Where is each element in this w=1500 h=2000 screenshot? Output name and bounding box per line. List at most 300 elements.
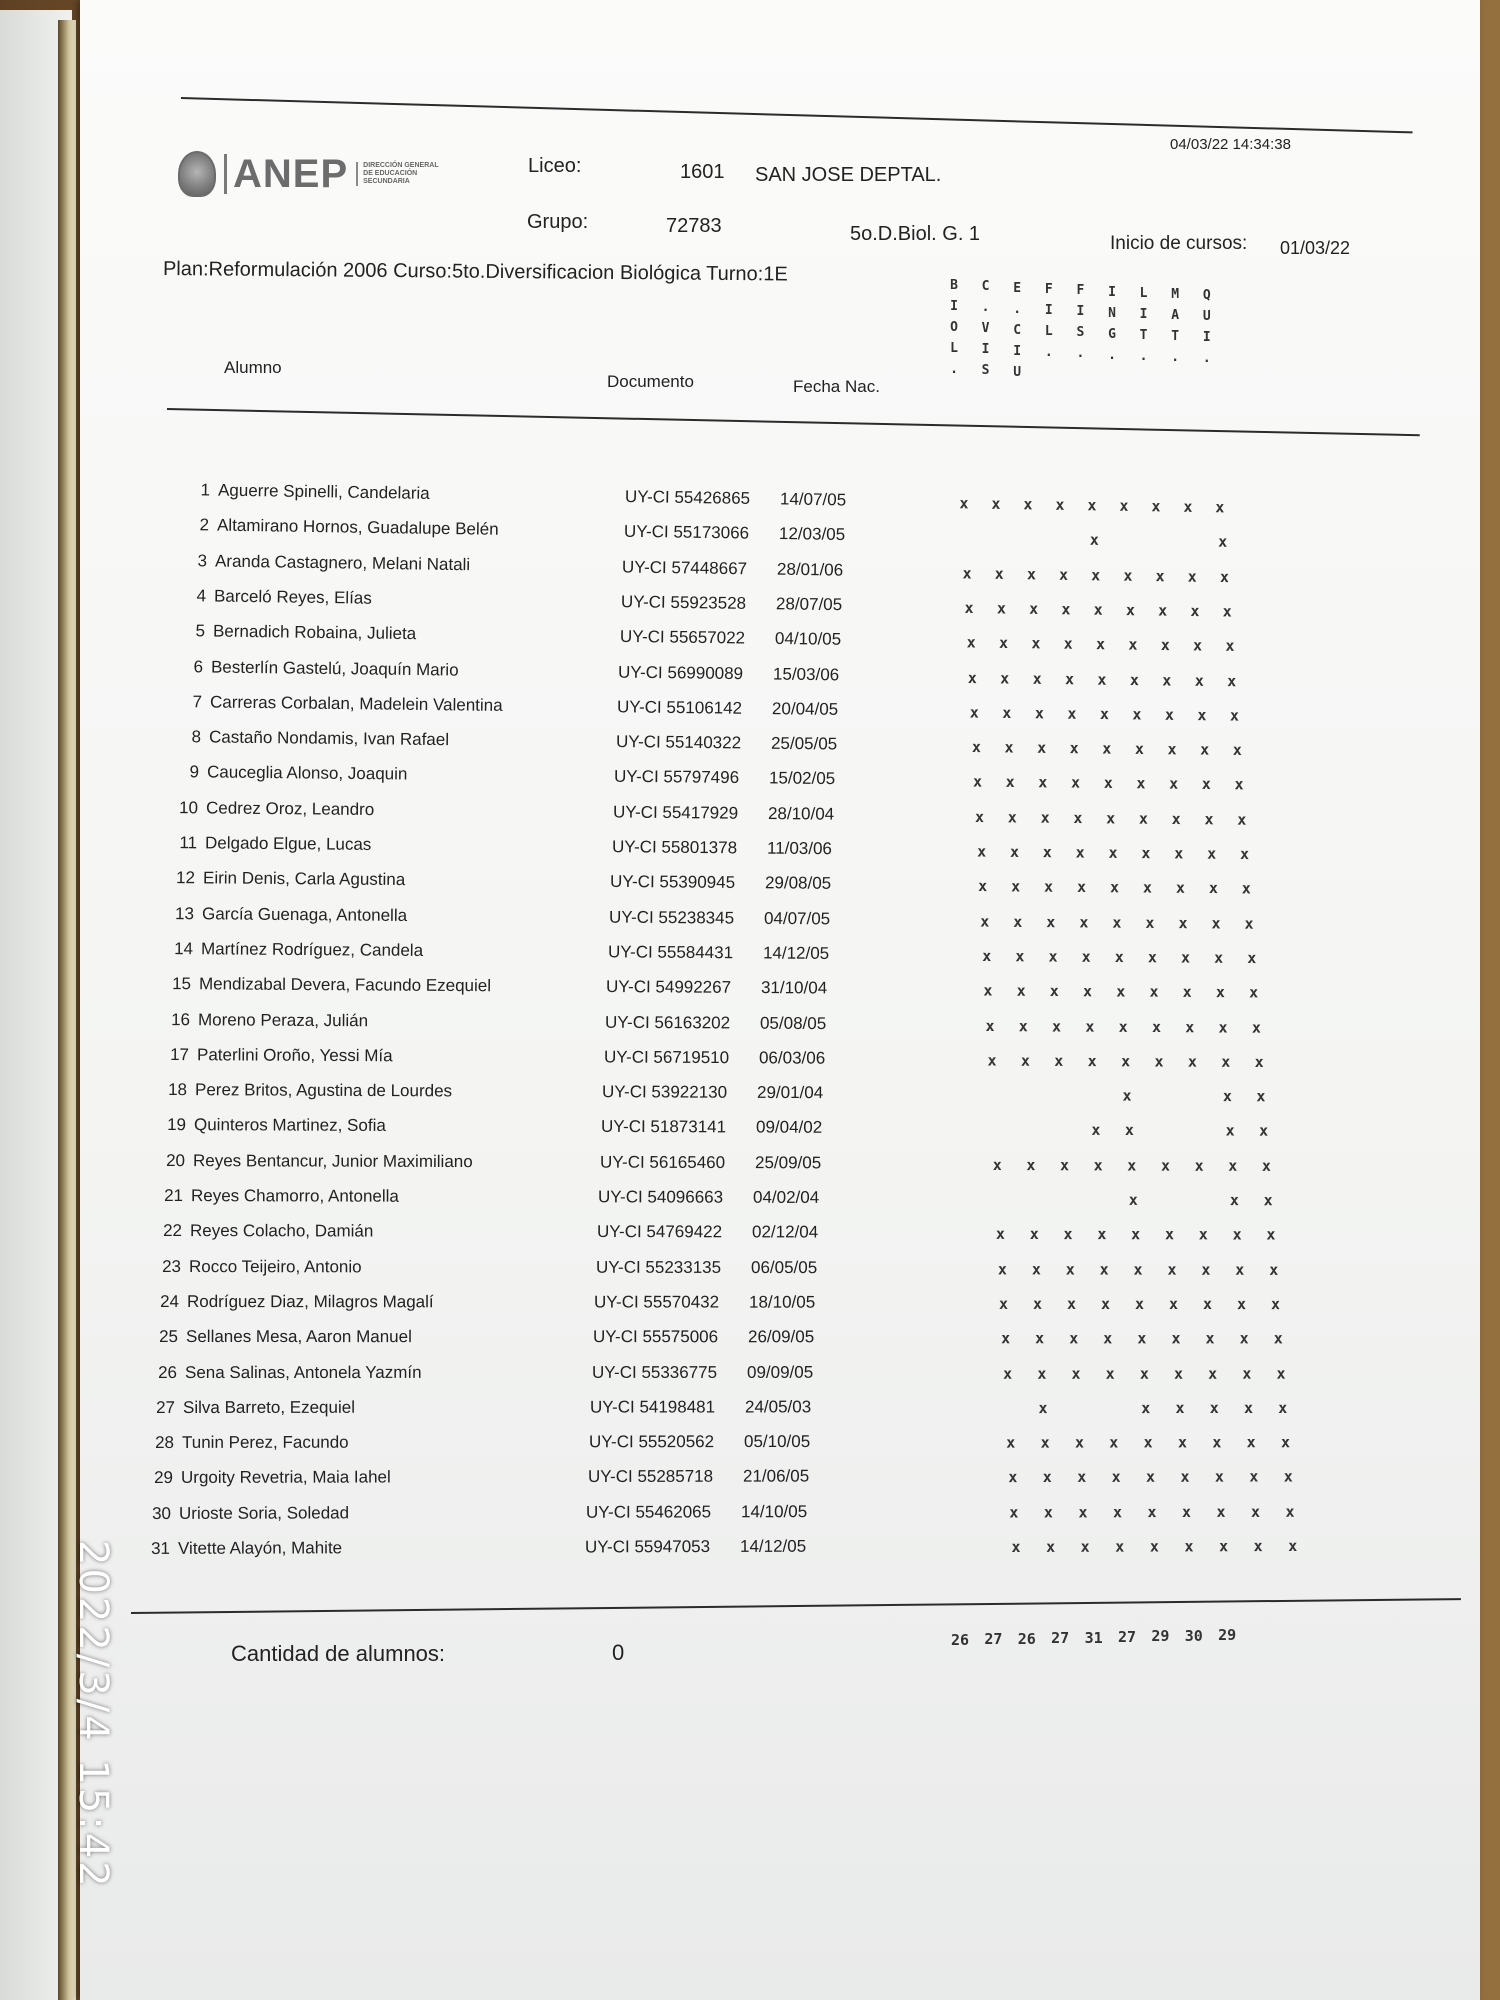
enrollment-mark: x (1220, 567, 1230, 586)
enrollment-mark: x (1219, 1537, 1229, 1556)
table-row (164, 904, 1334, 939)
enrollment-mark: x (1220, 1052, 1230, 1071)
row-number: 19 (167, 1115, 187, 1135)
student-birthdate: 14/10/05 (741, 1501, 808, 1521)
row-number: 3 (197, 550, 208, 571)
student-birthdate: 04/02/04 (753, 1187, 820, 1207)
row-number: 25 (159, 1327, 179, 1347)
col-documento: Documento (607, 372, 694, 391)
enrollment-mark: x (1099, 1260, 1109, 1279)
student-birthdate: 25/09/05 (754, 1152, 821, 1173)
enrollment-mark: x (1155, 566, 1166, 585)
student-document: UY-CI 55797496 (614, 767, 740, 788)
table-row (151, 1257, 1321, 1285)
enrollment-mark: x (1223, 1087, 1233, 1106)
student-name: Paterlini Oroño, Yessi Mía (196, 1045, 393, 1066)
enrollment-mark: x (1137, 1329, 1147, 1348)
student-birthdate: 14/12/05 (739, 1536, 807, 1556)
enrollment-mark: x (1234, 775, 1244, 794)
subject-header-char: . (1044, 344, 1053, 360)
enrollment-mark: x (1136, 774, 1146, 793)
student-birthdate: 28/01/06 (777, 559, 844, 580)
enrollment-mark: x (1048, 947, 1058, 966)
enrollment-mark: x (1036, 738, 1046, 757)
row-number: 8 (191, 727, 201, 747)
student-name: Eirin Denis, Carla Agustina (203, 868, 406, 890)
enrollment-mark: x (997, 1259, 1007, 1278)
enrollment-mark: x (1044, 1503, 1054, 1522)
enrollment-mark: x (995, 1225, 1005, 1244)
row-number: 6 (193, 656, 204, 676)
enrollment-mark: x (1187, 567, 1198, 586)
enrollment-mark: x (1254, 1052, 1264, 1071)
student-name: Perez Britos, Agustina de Lourdes (195, 1080, 453, 1101)
enrollment-mark: x (962, 563, 973, 583)
row-number: 11 (178, 833, 197, 853)
enrollment-mark: x (1154, 1052, 1164, 1071)
enrollment-mark: x (1113, 1502, 1123, 1521)
enrollment-mark: x (1001, 1329, 1011, 1348)
subject-header-char: T (1171, 329, 1180, 345)
row-number: 7 (192, 692, 203, 712)
subject-header-char: S (981, 363, 990, 379)
table-row (152, 1221, 1322, 1250)
student-name: Delgado Elgue, Lucas (204, 833, 372, 854)
enrollment-mark: x (1162, 670, 1172, 689)
table-row (171, 727, 1341, 766)
enrollment-mark: x (1227, 671, 1237, 690)
row-number: 30 (152, 1503, 172, 1523)
student-name: Tunin Perez, Facundo (181, 1432, 349, 1453)
row-number: 27 (156, 1397, 176, 1417)
enrollment-mark: x (981, 946, 992, 966)
enrollment-mark: x (1206, 844, 1216, 863)
subject-header (1197, 285, 1217, 369)
enrollment-mark: x (1009, 842, 1019, 861)
student-birthdate: 29/08/05 (765, 873, 832, 894)
column-total: 27 (1051, 1629, 1070, 1648)
student-document: UY-CI 55173066 (623, 522, 749, 543)
subject-header-char: T (1139, 327, 1148, 343)
enrollment-mark: x (1173, 844, 1184, 863)
enrollment-mark: x (1151, 497, 1161, 516)
enrollment-mark: x (1097, 670, 1107, 689)
student-birthdate: 15/03/06 (773, 664, 840, 684)
student-birthdate: 06/05/05 (750, 1257, 817, 1277)
student-document: UY-CI 55947053 (584, 1537, 711, 1557)
enrollment-mark: x (1125, 600, 1136, 620)
enrollment-mark: x (996, 599, 1007, 618)
table-row (168, 798, 1338, 836)
subject-header (1165, 284, 1185, 368)
student-name: Aguerre Spinelli, Candelaria (217, 480, 430, 503)
enrollment-mark: x (1214, 1468, 1224, 1487)
enrollment-mark: x (974, 807, 985, 826)
enrollment-mark: x (1263, 1191, 1274, 1210)
row-number: 17 (169, 1044, 189, 1064)
enrollment-mark: x (1069, 739, 1079, 758)
enrollment-mark: x (1177, 1433, 1188, 1452)
enrollment-mark: x (1169, 1294, 1179, 1313)
enrollment-mark: x (1185, 1017, 1195, 1036)
subject-header-char: Q (1202, 288, 1211, 304)
row-number: 31 (151, 1538, 171, 1558)
student-birthdate: 14/07/05 (779, 489, 847, 510)
enrollment-mark: x (1149, 1537, 1159, 1556)
student-name: Rocco Teijeiro, Antonio (188, 1256, 362, 1276)
enrollment-mark: x (1005, 773, 1016, 792)
student-document: UY-CI 57448667 (622, 557, 748, 578)
enrollment-mark: x (1007, 808, 1017, 827)
enrollment-mark: x (1135, 1294, 1145, 1313)
enrollment-mark: x (1091, 1121, 1101, 1140)
subject-header-char: O (950, 320, 958, 335)
enrollment-mark: x (1232, 1225, 1242, 1244)
enrollment-mark: x (1239, 1329, 1249, 1348)
subject-header-char: M (1171, 287, 1180, 303)
subject-header-char: G (1108, 326, 1116, 342)
enrollment-mark: x (1089, 531, 1099, 550)
subject-header-char: . (1139, 348, 1148, 364)
student-birthdate: 21/06/05 (742, 1466, 809, 1487)
anep-wordmark: ANEP (224, 154, 348, 194)
row-number: 13 (175, 903, 195, 923)
enrollment-mark: x (1081, 947, 1091, 966)
enrollment-mark: x (1241, 1364, 1252, 1383)
table-row (177, 551, 1347, 594)
enrollment-mark: x (1101, 1294, 1111, 1313)
student-birthdate: 20/04/05 (771, 698, 839, 719)
student-name: Urioste Soria, Soledad (179, 1503, 350, 1523)
enrollment-mark: x (1184, 1537, 1194, 1556)
student-document: UY-CI 51873141 (600, 1117, 727, 1137)
enrollment-mark: x (966, 633, 976, 652)
student-name: Reyes Colacho, Damián (189, 1221, 374, 1241)
table-row (176, 586, 1346, 628)
enrollment-mark: x (1002, 703, 1012, 722)
enrollment-mark: x (1034, 704, 1045, 723)
enrollment-mark: x (1126, 1156, 1137, 1175)
row-number: 28 (155, 1433, 175, 1453)
student-name: Cauceglia Alonso, Joaquin (207, 762, 408, 784)
enrollment-mark: x (983, 981, 993, 1000)
enrollment-mark: x (1283, 1467, 1293, 1486)
enrollment-mark: x (1246, 948, 1257, 967)
enrollment-mark: x (1248, 1467, 1259, 1486)
enrollment-mark: x (1164, 705, 1175, 724)
enrollment-mark: x (1069, 1329, 1079, 1348)
table-row (141, 1500, 1311, 1529)
enrollment-mark: x (969, 703, 979, 722)
enrollment-mark: x (1160, 636, 1170, 655)
student-document: UY-CI 54198481 (590, 1397, 716, 1417)
enrollment-mark: x (1249, 983, 1259, 1002)
enrollment-mark: x (1131, 1225, 1141, 1244)
enrollment-mark: x (1035, 1329, 1045, 1348)
enrollment-mark: x (1164, 1225, 1175, 1244)
subject-header-char: F (1076, 283, 1085, 299)
enrollment-mark: x (1108, 843, 1118, 862)
enrollment-mark: x (1222, 602, 1232, 621)
enrollment-mark: x (1143, 1433, 1153, 1452)
enrollment-mark: x (1080, 1537, 1090, 1556)
enrollment-mark: x (1173, 1364, 1183, 1383)
row-number: 18 (168, 1080, 188, 1100)
enrollment-mark: x (1278, 1398, 1288, 1417)
subject-header-char: . (1076, 346, 1085, 362)
enrollment-mark: x (1212, 1433, 1222, 1452)
anep-logo (178, 150, 458, 198)
student-document: UY-CI 55417929 (612, 802, 739, 823)
enrollment-mark: x (1009, 1503, 1019, 1522)
enrollment-mark: x (1209, 879, 1219, 898)
enrollment-mark: x (1112, 913, 1122, 932)
enrollment-mark: x (1256, 1087, 1266, 1106)
student-birthdate: 06/03/06 (758, 1048, 825, 1068)
table-row (140, 1535, 1310, 1565)
enrollment-mark: x (971, 738, 981, 757)
student-birthdate: 29/01/04 (757, 1082, 824, 1103)
enrollment-mark: x (1197, 705, 1207, 725)
enrollment-mark: x (1268, 1260, 1278, 1279)
enrollment-mark: x (1213, 948, 1223, 967)
table-row (174, 621, 1344, 662)
student-name: Reyes Chamorro, Antonella (191, 1186, 400, 1206)
enrollment-mark: x (1053, 1051, 1064, 1070)
student-document: UY-CI 55140322 (615, 732, 741, 753)
table-row (165, 868, 1335, 904)
student-birthdate: 28/07/05 (775, 594, 843, 615)
subject-header-char: I (981, 342, 990, 358)
student-name: García Guenaga, Antonella (201, 903, 408, 925)
subject-header-char: U (1013, 364, 1022, 380)
grupo-label: Grupo: (527, 211, 589, 233)
subject-header (976, 276, 996, 381)
enrollment-mark: x (1171, 1329, 1181, 1348)
enrollment-mark: x (1116, 982, 1126, 1001)
enrollment-mark: x (1030, 634, 1041, 653)
enrollment-mark: x (1276, 1364, 1286, 1383)
liceo-code: 1601 (680, 161, 725, 183)
subject-header-char: I (1139, 306, 1148, 322)
subject-header-char: I (1013, 343, 1022, 359)
enrollment-mark: x (1046, 912, 1056, 931)
subject-header-char: N (1108, 305, 1116, 321)
subject-header (1039, 279, 1059, 363)
student-document: UY-CI 55238345 (608, 907, 735, 928)
student-birthdate: 12/03/05 (778, 524, 845, 545)
row-number: 26 (157, 1362, 177, 1382)
student-document: UY-CI 56719510 (603, 1047, 729, 1067)
enrollment-mark: x (1203, 1294, 1213, 1313)
enrollment-mark: x (1120, 1052, 1130, 1071)
enrollment-mark: x (1074, 1433, 1084, 1452)
student-document: UY-CI 55520562 (588, 1432, 715, 1452)
enrollment-mark: x (1111, 1468, 1121, 1487)
student-name: Vitette Alayón, Mahite (177, 1538, 343, 1558)
student-document: UY-CI 56990089 (618, 662, 744, 683)
enrollment-mark: x (1119, 496, 1129, 515)
enrollment-mark: x (1087, 496, 1097, 515)
column-total: 31 (1084, 1628, 1103, 1647)
row-number: 20 (165, 1150, 185, 1170)
enrollment-mark: x (1288, 1536, 1298, 1555)
row-number: 21 (164, 1186, 184, 1206)
table-row (160, 1010, 1330, 1043)
table-row (144, 1431, 1314, 1459)
enrollment-mark: x (1141, 1398, 1151, 1417)
student-name: Altamirano Hornos, Guadalupe Belén (216, 515, 499, 540)
subject-header-char: . (1108, 347, 1116, 363)
student-document: UY-CI 55285718 (587, 1467, 713, 1487)
enrollment-mark: x (1103, 774, 1114, 793)
student-document: UY-CI 55106142 (616, 697, 743, 718)
student-birthdate: 15/02/05 (769, 768, 836, 789)
anep-subtitle: DIRECCIÓN GENERAL DE EDUCACIÓN SECUNDARIA (356, 162, 438, 186)
enrollment-mark: x (1195, 671, 1205, 690)
enrollment-mark: x (1059, 565, 1069, 584)
enrollment-mark: x (1167, 740, 1177, 759)
enrollment-mark: x (1230, 1191, 1240, 1210)
enrollment-mark: x (1124, 1121, 1134, 1140)
enrollment-mark: x (1027, 564, 1037, 583)
enrollment-mark: x (1211, 914, 1221, 933)
enrollment-mark: x (1201, 1260, 1211, 1279)
enrollment-mark: x (1198, 1225, 1208, 1244)
enrollment-mark: x (1239, 844, 1249, 864)
enrollment-mark: x (1232, 741, 1242, 760)
subject-header-char: C (1013, 322, 1022, 338)
enrollment-mark: x (1167, 1260, 1177, 1279)
enrollment-mark: x (985, 1016, 995, 1035)
table-row (159, 1045, 1329, 1077)
enrollment-mark: x (1187, 1052, 1197, 1071)
enrollment-mark: x (1244, 1398, 1254, 1417)
enrollment-mark: x (1040, 1433, 1050, 1452)
subject-header (1102, 282, 1122, 366)
enrollment-mark: x (967, 668, 978, 687)
enrollment-mark: x (1000, 668, 1010, 687)
enrollment-mark: x (992, 1155, 1002, 1174)
table-row (143, 1466, 1313, 1495)
enrollment-mark: x (1244, 914, 1254, 933)
table-row (147, 1362, 1317, 1388)
inicio-date: 01/03/22 (1280, 238, 1351, 258)
subject-header-char: L (950, 341, 958, 356)
student-document: UY-CI 56165460 (599, 1152, 725, 1172)
enrollment-mark: x (1011, 1537, 1021, 1556)
enrollment-mark: x (1190, 601, 1200, 621)
enrollment-mark: x (1183, 497, 1193, 516)
table-row (169, 762, 1339, 800)
row-number: 12 (176, 868, 196, 888)
enrollment-mark: x (991, 494, 1001, 513)
enrollment-mark: x (1215, 498, 1225, 517)
enrollment-mark: x (1026, 1155, 1036, 1174)
student-birthdate: 26/09/05 (747, 1327, 815, 1347)
subject-header-char: B (950, 278, 958, 293)
enrollment-mark: x (1147, 1502, 1157, 1521)
column-total: 27 (984, 1630, 1003, 1649)
enrollment-mark: x (1004, 738, 1014, 757)
enrollment-mark: x (1036, 1364, 1047, 1383)
class-list-sheet (80, 0, 1480, 2000)
grupo-code: 72783 (666, 215, 722, 237)
student-name: Rodríguez Diaz, Milagros Magalí (187, 1291, 434, 1312)
enrollment-mark: x (1132, 705, 1142, 724)
student-document: UY-CI 55575006 (592, 1327, 719, 1347)
enrollment-mark: x (1002, 1364, 1012, 1383)
subject-header-char: V (981, 321, 990, 337)
student-name: Carreras Corbalan, Madelein Valentina (209, 692, 503, 715)
student-name: Silva Barreto, Ezequiel (183, 1397, 356, 1417)
subject-header-char: L (1044, 323, 1053, 339)
student-document: UY-CI 55570432 (594, 1292, 720, 1312)
student-document: UY-CI 55657022 (619, 627, 745, 648)
enrollment-mark: x (1033, 1294, 1043, 1313)
enrollment-mark: x (1059, 1155, 1069, 1174)
subject-header-char: I (1202, 330, 1211, 346)
enrollment-mark: x (1093, 600, 1103, 619)
enrollment-mark: x (1285, 1502, 1295, 1521)
enrollment-mark: x (959, 494, 969, 513)
enrollment-mark: x (1205, 1329, 1215, 1348)
enrollment-mark: x (1114, 947, 1124, 966)
row-number: 15 (172, 974, 192, 994)
table-row (161, 974, 1331, 1008)
col-alumno: Alumno (224, 358, 282, 377)
student-birthdate: 05/08/05 (759, 1013, 827, 1033)
subject-header-char: I (1044, 302, 1053, 318)
enrollment-mark: x (1016, 981, 1027, 1001)
enrollment-mark: x (1063, 634, 1073, 653)
student-name: Quinteros Martinez, Sofia (193, 1115, 386, 1136)
column-total: 29 (1218, 1626, 1237, 1645)
student-name: Sena Salinas, Antonela Yazmín (184, 1362, 422, 1382)
enrollment-mark: x (1040, 808, 1050, 827)
enrollment-mark: x (1067, 1294, 1077, 1313)
student-document: UY-CI 55233135 (595, 1257, 721, 1277)
student-name: Martínez Rodríguez, Candela (200, 939, 423, 960)
student-document: UY-CI 55426865 (624, 486, 751, 508)
enrollment-mark: x (1237, 1294, 1247, 1313)
row-number: 22 (163, 1221, 183, 1241)
enrollment-mark: x (1038, 1398, 1048, 1417)
student-document: UY-CI 56163202 (604, 1012, 731, 1032)
enrollment-mark: x (1218, 1017, 1228, 1037)
enrollment-mark: x (1147, 948, 1157, 967)
enrollment-mark: x (1046, 1537, 1056, 1556)
enrollment-mark: x (1071, 1364, 1081, 1383)
subject-header-char: E (1013, 280, 1022, 296)
row-number: 16 (171, 1009, 191, 1029)
enrollment-mark: x (1199, 740, 1209, 759)
enrollment-mark: x (1042, 843, 1052, 862)
student-name: Barceló Reyes, Elías (213, 586, 372, 608)
enrollment-mark: x (1180, 1468, 1190, 1487)
enrollment-mark: x (1099, 704, 1110, 723)
student-document: UY-CI 55923528 (620, 592, 747, 613)
subject-header (1007, 278, 1027, 383)
enrollment-mark: x (1202, 775, 1212, 794)
enrollment-mark: x (1158, 601, 1168, 620)
enrollment-mark: x (1133, 1260, 1143, 1279)
student-document: UY-CI 54992267 (606, 977, 732, 998)
enrollment-mark: x (1083, 982, 1093, 1001)
row-number: 24 (160, 1291, 180, 1311)
plan-line: Plan:Reformulación 2006 Curso:5to.Diversificacion Biológica Turno:1E (162, 258, 788, 286)
enrollment-mark: x (1280, 1433, 1291, 1452)
